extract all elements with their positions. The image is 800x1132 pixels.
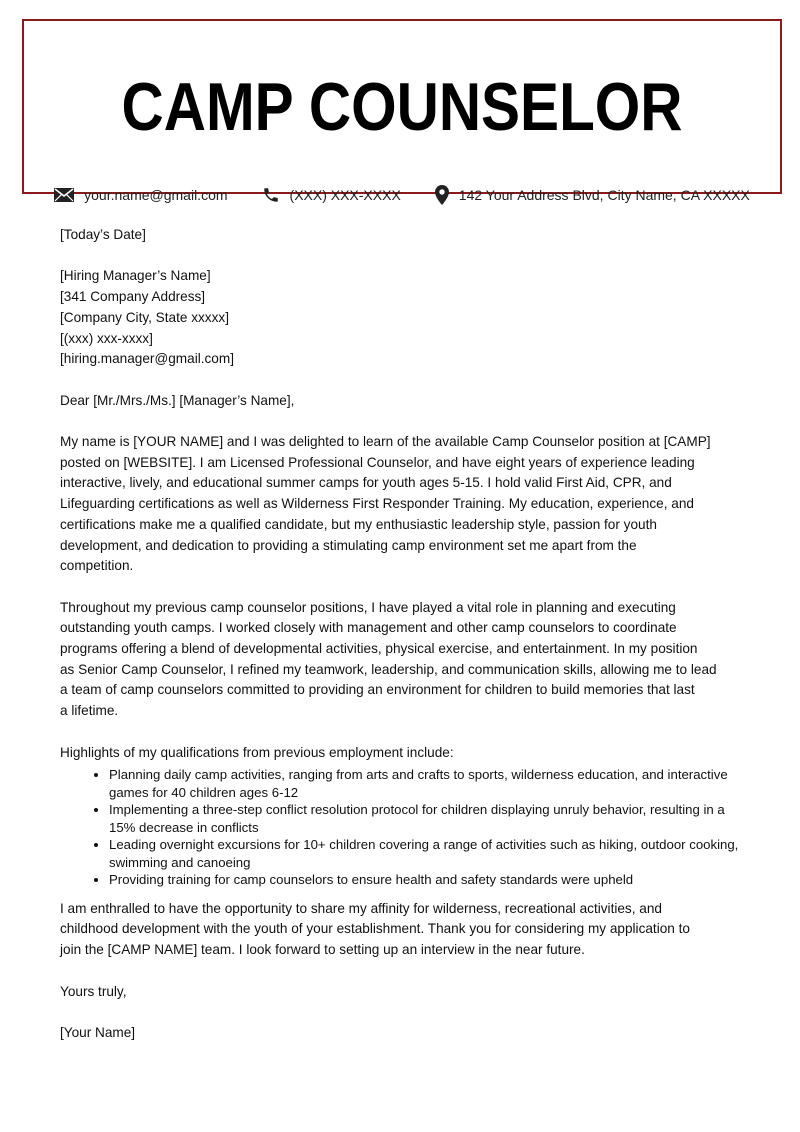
paragraph-line: development, and dedication to providing a stimulating camp environment set me apart from the — [60, 537, 637, 553]
paragraph-line: posted on [WEBSITE]. I am Licensed Professional Counselor, and have eight years of experience leading — [60, 454, 695, 470]
header-box — [22, 19, 782, 203]
paragraph-line: a lifetime. — [60, 703, 119, 719]
list-item-line: games for 40 children ages 6-12 — [109, 784, 299, 800]
phone-text[interactable]: (XXX) XXX-XXXX — [289, 187, 401, 203]
contact-email — [54, 187, 227, 203]
paragraph-line: My name is [YOUR NAME] and I was delighted to learn of the available Camp Counselor position at [CAMP] — [60, 433, 711, 449]
contact-phone — [262, 186, 401, 204]
page-title: CAMP COUNSELOR — [121, 69, 683, 145]
list-item — [109, 766, 750, 801]
list-item — [109, 871, 750, 889]
recipient-block — [60, 266, 750, 370]
paragraph-line: Lifeguarding certifications as well as Wilderness First Responder Training. My education, experience, and — [60, 496, 694, 512]
paragraph-line: competition. — [60, 558, 134, 574]
paragraph-line: as Senior Camp Counselor, I refined my teamwork, leadership, and communication skills, allowing me to lead — [60, 661, 717, 677]
list-item-line: • Planning daily camp activities, ranging from arts and crafts to sports, wilderness education, and interactive — [109, 767, 728, 783]
recipient-address: [341 Company Address] — [60, 289, 206, 305]
paragraph-line: outstanding youth camps. I worked closely with management and other camp counselors to coordinate — [60, 620, 677, 636]
salutation: Dear [Mr./Mrs./Ms.] [Manager’s Name], — [60, 392, 295, 408]
paragraph-line: join the [CAMP NAME] team. I look forward to setting up an interview in the near future. — [60, 942, 585, 958]
paragraph-line: programs offering a blend of developmental activities, physical exercise, and entertainment. In my position — [60, 641, 698, 656]
paragraph-line: interactive, lively, and educational summer camps for youth ages 5-15. I hold valid First Aid, CPR, and — [60, 475, 672, 491]
email-text[interactable]: your.name@gmail.com — [84, 187, 228, 203]
address-text: 142 Your Address Blvd, City Name, CA XXXXX — [458, 187, 750, 203]
letter-body — [60, 225, 750, 1044]
list-item-line: 15% decrease in conflicts — [109, 819, 259, 835]
list-item-line: swimming and canoeing — [109, 854, 251, 870]
list-item-line: • Providing training for camp counselors to ensure health and safety standards were upheld — [109, 872, 634, 888]
paragraph-line: I am enthralled to have the opportunity to share my affinity for wilderness, recreational activities, and — [60, 900, 662, 916]
paragraph-line: certifications make me a qualified candidate, but my enthusiastic leadership style, passion for youth — [60, 516, 657, 532]
paragraph-closing — [60, 899, 750, 961]
list-item — [109, 801, 750, 836]
list-item-line: • Implementing a three-step conflict resolution protocol for children displaying unruly behavior, resulting in a — [109, 802, 725, 818]
phone-icon — [262, 186, 280, 204]
paragraph-intro — [60, 432, 750, 577]
recipient-email: [hiring.manager@gmail.com] — [60, 351, 234, 367]
closing: Yours truly, — [60, 983, 127, 999]
contact-address — [435, 185, 750, 205]
paragraph-line: Throughout my previous camp counselor positions, I have played a vital role in planning and executing — [60, 599, 676, 615]
envelope-icon — [54, 188, 74, 202]
paragraph-line: a team of camp counselors committed to providing an environment for children to build memories that last — [60, 682, 695, 698]
contact-row — [24, 183, 780, 207]
letter-date: [Today’s Date] — [60, 227, 146, 242]
location-pin-icon — [435, 185, 449, 205]
highlights-intro: Highlights of my qualifications from previous employment include: — [60, 744, 454, 760]
list-item-line: • Leading overnight excursions for 10+ children covering a range of activities such as hiking, outdoor cooking, — [109, 837, 739, 853]
recipient-phone: [(xxx) xxx-xxxx] — [60, 330, 153, 346]
paragraph-line: childhood development with the youth of your establishment. Thank you for considering my application to — [60, 921, 690, 937]
highlights-list — [60, 766, 750, 889]
recipient-name: [Hiring Manager’s Name] — [60, 268, 211, 284]
paragraph-experience — [60, 598, 750, 722]
recipient-city: [Company City, State xxxxx] — [60, 309, 229, 325]
signature: [Your Name] — [60, 1024, 136, 1040]
list-item — [109, 836, 750, 871]
